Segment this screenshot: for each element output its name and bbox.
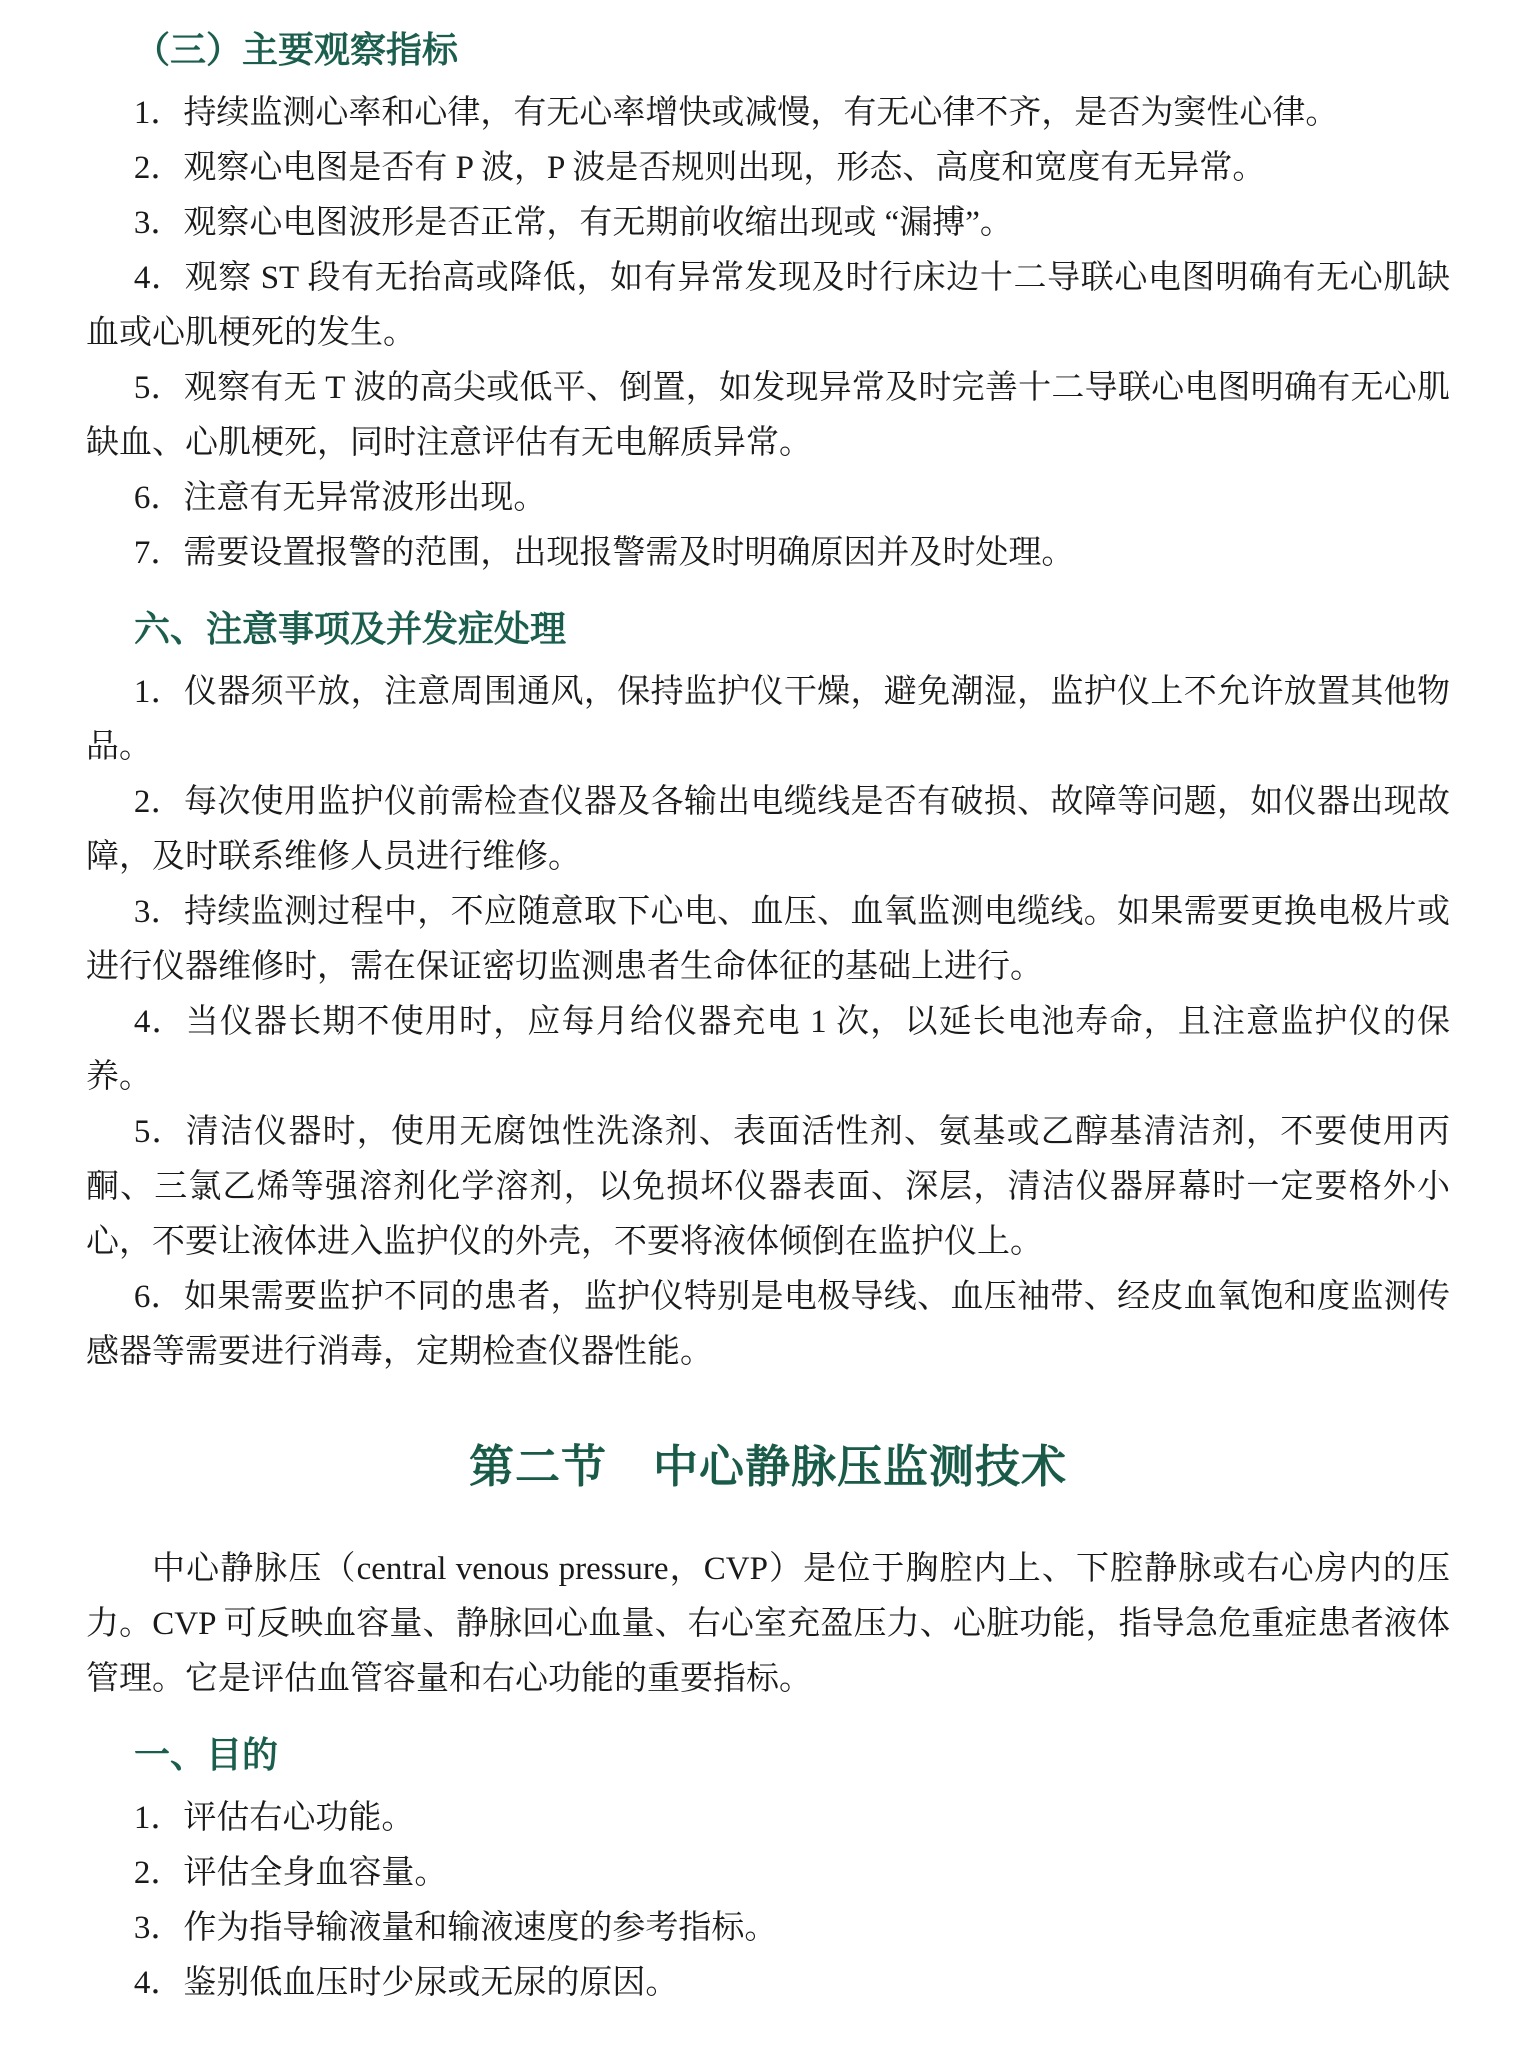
heading-precautions-complications: 六、注意事项及并发症处理 [134,608,567,649]
list-item: 2．每次使用监护仪前需检查仪器及各输出电缆线是否有破损、故障等问题，如仪器出现故障，及时联系维修人员进行维修。 [86,784,1450,875]
section-title-cvp-monitoring: 第二节 中心静脉压监测技术 [468,1442,1067,1492]
precautions-list [86,665,1450,1380]
list-item: 4．鉴别低血压时少尿或无尿的原因。 [133,1965,679,2001]
list-item: 2．观察心电图是否有 P 波，P 波是否规则出现，形态、高度和宽度有无异常。 [133,150,1266,186]
list-item: 1．持续监测心率和心律，有无心率增快或减慢，有无心律不齐，是否为窦性心律。 [133,95,1339,131]
heading-purpose: 一、目的 [134,1734,279,1775]
list-item: 4．当仪器长期不使用时，应每月给仪器充电 1 次，以延长电池寿命，且注意监护仪的保养。 [86,1004,1450,1095]
list-item: 1．评估右心功能。 [133,1800,415,1836]
purpose-list [86,1791,1450,2011]
list-item: 7．需要设置报警的范围，出现报警需及时明确原因并及时处理。 [133,535,1075,571]
heading-main-observation-indicators: （三）主要观察指标 [134,29,459,70]
list-item: 5．清洁仪器时，使用无腐蚀性洗涤剂、表面活性剂、氨基或乙醇基清洁剂，不要使用丙酮、三氯乙烯等强溶剂化学溶剂，以免损坏仪器表面、深层，清洁仪器屏幕时一定要格外小心，不要让液体进入监护仪的外壳，不要将液体倾倒在监护仪上。 [86,1114,1450,1260]
list-item: 1．仪器须平放，注意周围通风，保持监护仪干燥，避免潮湿，监护仪上不允许放置其他物品。 [86,674,1450,765]
observation-indicators-list [86,86,1450,581]
list-item: 2．评估全身血容量。 [133,1855,448,1891]
list-item: 3．持续监测过程中，不应随意取下心电、血压、血氧监测电缆线。如果需要更换电极片或进行仪器维修时，需在保证密切监测患者生命体征的基础上进行。 [86,894,1450,985]
list-item: 4．观察 ST 段有无抬高或降低，如有异常发现及时行床边十二导联心电图明确有无心肌缺血或心肌梗死的发生。 [86,260,1450,351]
list-item: 5．观察有无 T 波的高尖或低平、倒置，如发现异常及时完善十二导联心电图明确有无心肌缺血、心肌梗死，同时注意评估有无电解质异常。 [86,370,1450,461]
cvp-intro-block [86,1542,1450,1707]
list-item: 6．注意有无异常波形出现。 [133,480,547,516]
list-item: 6．如果需要监护不同的患者，监护仪特别是电极导线、血压袖带、经皮血氧饱和度监测传感器等需要进行消毒，定期检查仪器性能。 [86,1279,1450,1370]
list-item: 3．作为指导输液量和输液速度的参考指标。 [133,1910,778,1946]
list-item: 3．观察心电图波形是否正常，有无期前收缩出现或 “漏搏”。 [133,205,1013,241]
cvp-intro-paragraph: 中心静脉压（central venous pressure，CVP）是位于胸腔内上、下腔静脉或右心房内的压力。CVP 可反映血容量、静脉回心血量、右心室充盈压力、心脏功能，指导急危重症患者液体管理。它是评估血管容量和右心功能的重要指标。 [86,1551,1450,1697]
